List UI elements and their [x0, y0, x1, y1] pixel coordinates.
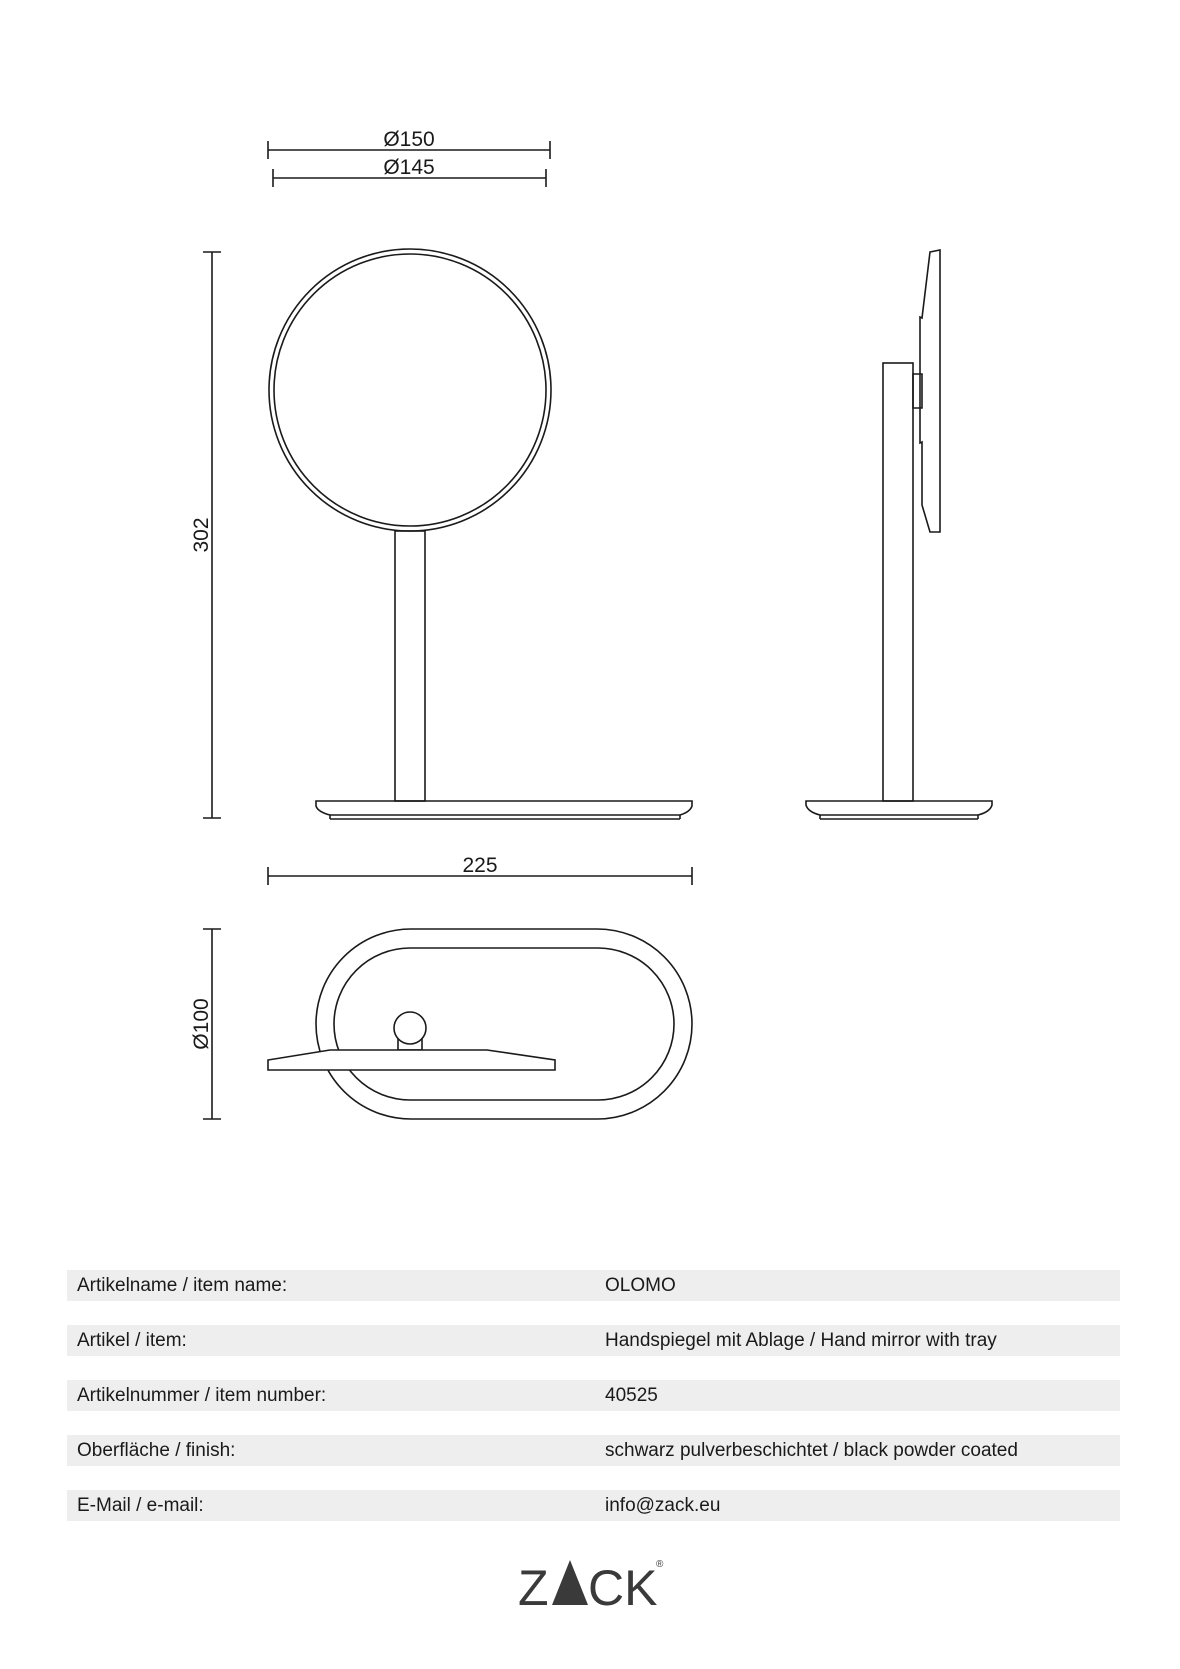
top-stem-knob [394, 1012, 426, 1044]
spec-label: Artikelnummer / item number: [77, 1385, 327, 1406]
spec-label: Artikel / item: [77, 1330, 187, 1351]
mirror-profile [920, 250, 940, 532]
tray-profile [316, 801, 692, 815]
spec-row-email [67, 1490, 1120, 1521]
side-stem [883, 363, 913, 801]
spec-value: Handspiegel mit Ablage / Hand mirror with tray [605, 1330, 997, 1351]
spec-row-finish [67, 1435, 1120, 1466]
spec-value: info@zack.eu [605, 1495, 721, 1516]
logo-registered-mark: ® [656, 1559, 664, 1570]
logo-letters-ck: CK [588, 1560, 658, 1610]
top-view [268, 929, 692, 1119]
spec-row-item [67, 1325, 1120, 1356]
label-base-width: 225 [462, 854, 498, 877]
label-height: 302 [190, 517, 213, 553]
mirror-outer-rim [269, 249, 551, 531]
spec-value: schwarz pulverbeschichtet / black powder coated [605, 1440, 1018, 1461]
label-inner-diameter: Ø145 [383, 156, 435, 179]
spec-label: E-Mail / e-mail: [77, 1495, 204, 1516]
label-base-diameter: Ø100 [190, 998, 213, 1050]
spec-label: Oberfläche / finish: [77, 1440, 236, 1461]
logo-triangle-a [552, 1560, 588, 1605]
spec-value: 40525 [605, 1385, 658, 1406]
spec-value: OLOMO [605, 1275, 676, 1296]
spec-label: Artikelname / item name: [77, 1275, 288, 1296]
spec-row-item-number [67, 1380, 1120, 1411]
mirror-stem [395, 531, 425, 801]
label-outer-diameter: Ø150 [383, 128, 435, 151]
logo-letter-z: Z [518, 1560, 549, 1610]
zack-logo [518, 1555, 668, 1610]
side-view [806, 250, 992, 819]
mirror-inner-rim [274, 254, 546, 526]
tray-inner-outline [334, 948, 674, 1100]
front-view [269, 249, 692, 819]
spec-row-item-name [67, 1270, 1120, 1301]
spec-table [67, 1270, 1120, 1545]
side-tray-profile [806, 801, 992, 815]
top-mirror-profile [268, 1050, 555, 1070]
